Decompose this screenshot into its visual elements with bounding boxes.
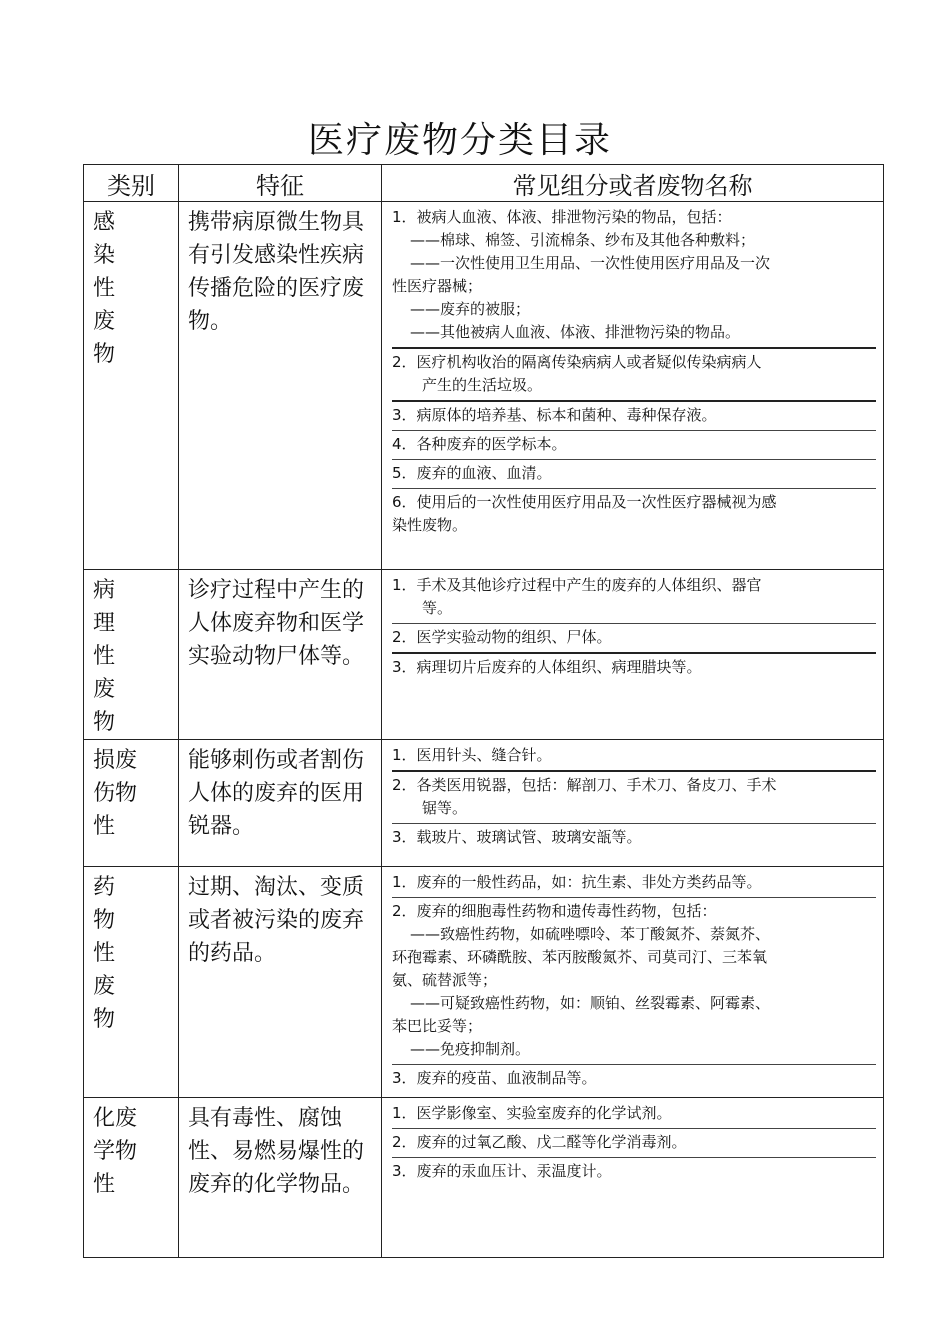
table-row [84, 202, 884, 570]
list-item: 1．医用针头、缝合针。 [392, 742, 876, 772]
table-row [84, 740, 884, 867]
waste-catalog-table [83, 164, 884, 1258]
components-cell [382, 202, 884, 570]
components-cell [382, 1098, 884, 1258]
list-item: 3．病理切片后废弃的人体组织、病理腊块等。 [392, 658, 702, 676]
list-item: 3．废弃的疫苗、血液制品等。 [392, 1069, 597, 1087]
components-cell [382, 570, 884, 740]
list-item: 1．手术及其他诊疗过程中产生的废弃的人体组织、器官 等。 [392, 572, 876, 624]
components-cell [382, 740, 884, 867]
table-header-row [84, 165, 884, 202]
header-components: 常见组分或者废物名称 [382, 165, 884, 202]
page-title: 医疗废物分类目录 [307, 120, 612, 161]
table-row [84, 867, 884, 1098]
table-row [84, 570, 884, 740]
header-category: 类别 [84, 165, 179, 202]
feature-cell: 携带病原微生物具有引发感染性疾病传播危险的医疗废物。 [179, 202, 382, 570]
header-feature: 特征 [179, 165, 382, 202]
feature-cell: 诊疗过程中产生的人体废弃物和医学实验动物尸体等。 [179, 570, 382, 740]
components-cell [382, 867, 884, 1098]
list-item: 1．废弃的一般性药品，如：抗生素、非处方类药品等。 [392, 869, 876, 898]
table-row [84, 1098, 884, 1258]
category-cell: 药 物 性 废 物 [84, 867, 179, 1098]
list-item: 3．废弃的汞血压计、汞温度计。 [392, 1162, 612, 1180]
list-item: 3．病原体的培养基、标本和菌种、毒种保存液。 [392, 402, 876, 431]
list-item: 2．医疗机构收治的隔离传染病病人或者疑似传染病病人 产生的生活垃圾。 [392, 349, 876, 402]
list-item: 1．医学影像室、实验室废弃的化学试剂。 [392, 1100, 876, 1129]
list-item: 1．被病人血液、体液、排泄物污染的物品，包括： ——棉球、棉签、引流棉条、纱布及其他各种敷料； ——一次性使用卫生用品、一次性使用医疗用品及一次 性医疗器械； ——废弃的被服； ——其他被病人血液、体液、排泄物污染的物品。 [392, 204, 876, 349]
feature-cell: 能够刺伤或者割伤人体的废弃的医用锐器。 [179, 740, 382, 867]
list-item: 2．医学实验动物的组织、尸体。 [392, 624, 876, 654]
feature-cell: 具有毒性、腐蚀性、易燃易爆性的废弃的化学物品。 [179, 1098, 382, 1258]
list-item: 4．各种废弃的医学标本。 [392, 431, 876, 460]
category-cell: 感 染 性 废 物 [84, 202, 179, 570]
category-cell: 化废 学物 性 [84, 1098, 179, 1258]
list-item: 3．载玻片、玻璃试管、玻璃安瓿等。 [392, 828, 642, 846]
feature-cell: 过期、淘汰、变质或者被污染的废弃的药品。 [179, 867, 382, 1098]
list-item: 2．各类医用锐器，包括：解剖刀、手术刀、备皮刀、手术 锯等。 [392, 772, 876, 824]
list-item: 6．使用后的一次性使用医疗用品及一次性医疗器械视为感 染性废物。 [392, 493, 777, 534]
category-cell: 病 理 性 废 物 [84, 570, 179, 740]
list-item: 5．废弃的血液、血清。 [392, 460, 876, 489]
list-item: 2．废弃的过氧乙酸、戊二醛等化学消毒剂。 [392, 1129, 876, 1158]
list-item: 2．废弃的细胞毒性药物和遗传毒性药物，包括： ——致癌性药物，如硫唑嘌呤、苯丁酸氮芥、萘氮芥、 环孢霉素、环磷酰胺、苯丙胺酸氮芥、司莫司汀、三苯氧 氨、硫替派等； ——可疑致癌性药物，如：顺铂、丝裂霉素、阿霉素、 苯巴比妥等； ——免疫抑制剂。 [392, 898, 876, 1065]
category-cell: 损废 伤物 性 [84, 740, 179, 867]
